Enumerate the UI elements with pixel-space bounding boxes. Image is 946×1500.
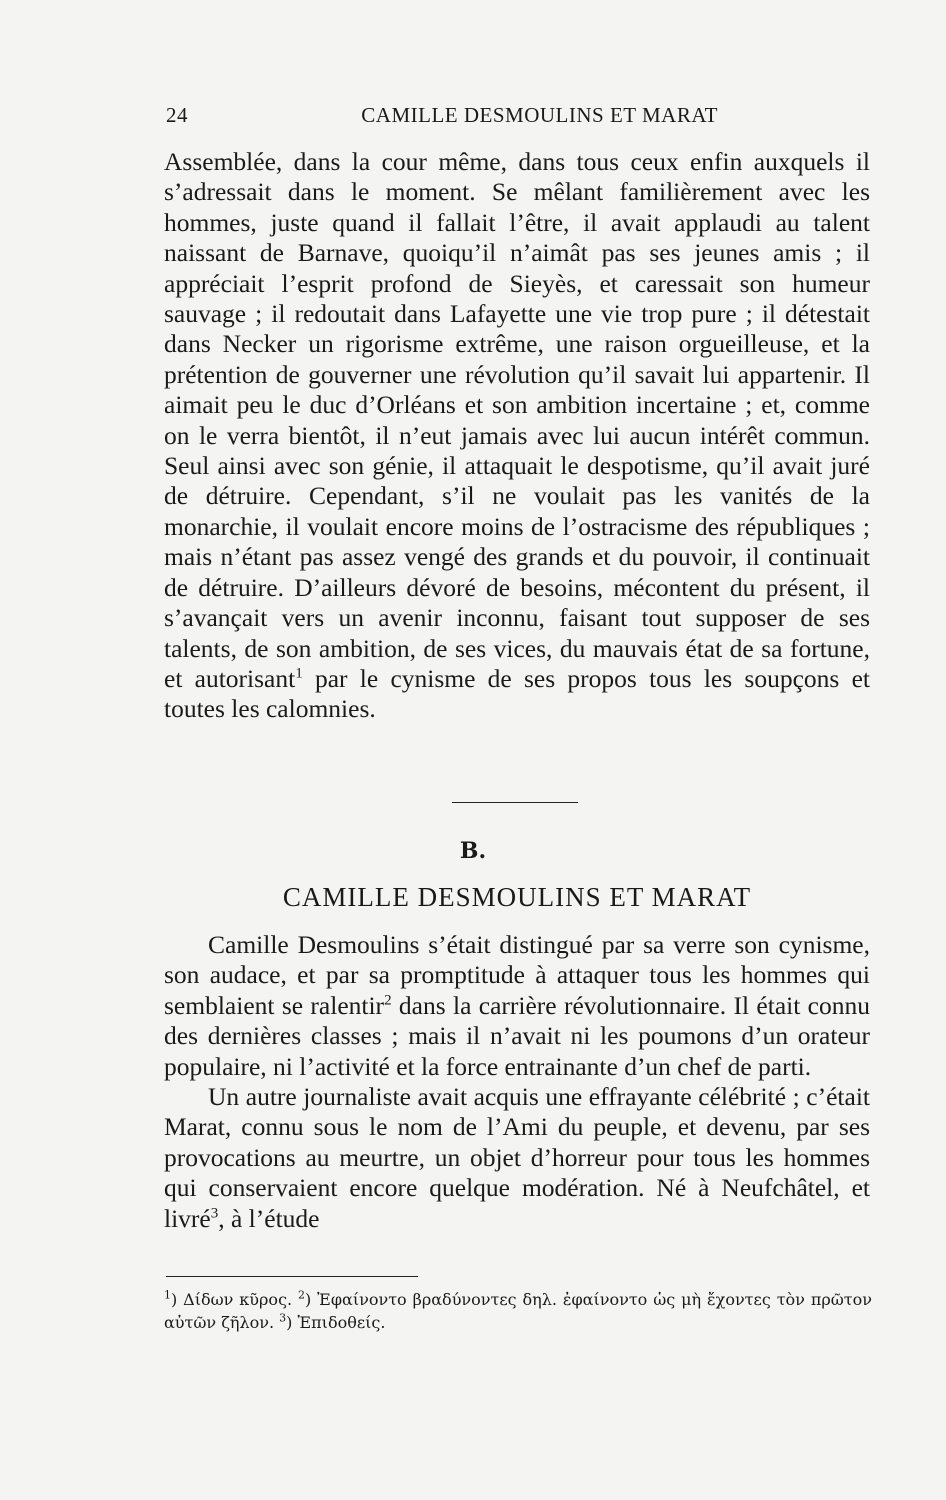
- paragraph-text: , à l’étude: [218, 1203, 320, 1233]
- section-letter: B.: [459, 838, 487, 864]
- footnote-mark: 2: [298, 1288, 306, 1302]
- paragraph: [164, 1082, 870, 1234]
- page-number: 24: [166, 103, 188, 127]
- footnote-ref: 1: [295, 665, 303, 682]
- paragraph: [164, 930, 870, 1082]
- footnote-2: ) Ἐφαίνοντο βραδύνοντες δηλ. ἐφαίνοντο ὡς μὴ ἔχοντες τὸν πρῶτον αὐτῶν ζῆλον.: [164, 1290, 873, 1332]
- running-header: [166, 103, 718, 133]
- section-divider: [452, 802, 578, 803]
- footnote-mark: 1: [164, 1288, 171, 1302]
- paragraph-text: dans la carrière révolutionnaire. Il était connu des dernières classes ; mais il n’avait ni les poumons d’un orateur populaire, ni l’activité et la force entrainante d’un chef de parti.: [164, 990, 870, 1081]
- footnote-ref: 3: [210, 1205, 219, 1222]
- footnote-rule: [166, 1276, 418, 1277]
- paragraph-text: Assemblée, dans la cour même, dans tous ceux enfin auxquels il s’adressait dans le moment. Se mêlant familièrement avec les hommes, juste quand il fallait l’être, il avait applaudi au talent naissant de Barnave, quoiqu’il n’aimât pas ses jeunes amis ; il appréciait l’esprit profond de Sieyès, et caressait son humeur sauvage ; il redoutait dans Lafayette une vie trop pure ; il détestait dans Necker un rigorisme extrême, une raison orgueilleuse, et la prétention de gouverner une révolution qu’il savait lui appartenir. Il aimait peu le duc d’Orléans et son ambition incertaine ; et, comme on le verra bientôt, il n’eut jamais avec lui aucun intérêt commun. Seul ainsi avec son génie, il attaquait le despotisme, qu’il avait juré de détruire. Cependant, s’il ne voulait pas les vanités de la monarchie, il voulait encore moins de l’ostracisme des républiques ; mais n’étant pas assez vengé des grands et du pouvoir, il continuait de détruire. D’ailleurs dévoré de besoins, mécontent du présent, il s’avançait vers un avenir inconnu, faisant tout supposer de ses talents, de son ambition, de ses vices, du mauvais état de sa fortune, et autorisant: [164, 147, 870, 693]
- paragraph-text: par le cynisme de ses propos tous les soupçons et toutes les calomnies.: [164, 663, 870, 724]
- footnotes: [164, 1288, 872, 1334]
- footnote-3: ) Ἐπιδοθείς.: [286, 1313, 386, 1332]
- footnote-1: ) Δίδων κῦρος.: [171, 1290, 299, 1309]
- footnote-text: [164, 1288, 872, 1334]
- running-title: CAMILLE DESMOULINS ET MARAT: [361, 103, 718, 127]
- footnote-ref: 2: [384, 992, 392, 1009]
- section-title: CAMILLE DESMOULINS ET MARAT: [282, 882, 752, 912]
- paragraph-text: Camille Desmoulins s’était distingué par sa verre son cynisme, son audace, et par sa promptitude à attaquer tous les hommes qui semblaient se ralentir: [164, 930, 870, 1020]
- footnote-mark: 3: [279, 1311, 287, 1325]
- paragraph-text: Un autre journaliste avait acquis une effrayante célébrité ; c’était Marat, connu sous le nom de l’Ami du peuple, et devenu, par ses provocations au meurtre, un objet d’horreur pour tous les hommes qui conservaient encore quelque modération. Né à Neufchâtel, et livré: [164, 1082, 870, 1233]
- body-text-bottom: [164, 930, 870, 1234]
- body-text-top: [164, 147, 870, 725]
- paragraph: [164, 147, 870, 725]
